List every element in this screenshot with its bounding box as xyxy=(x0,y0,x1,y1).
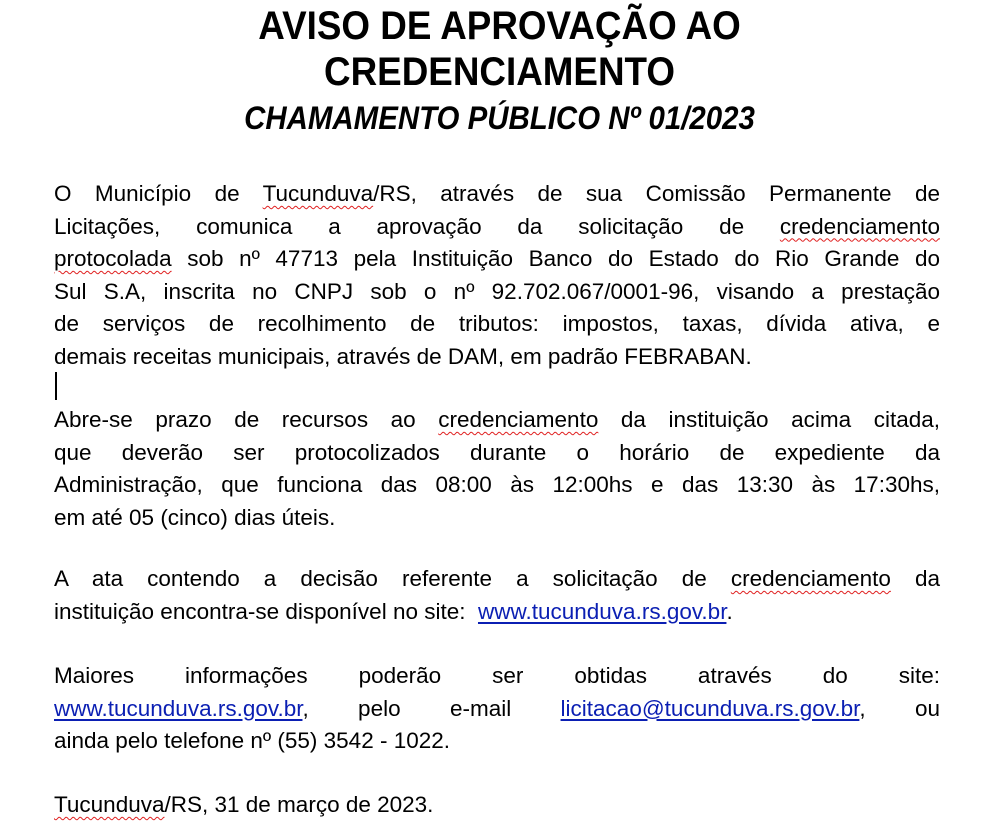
text: da instituição acima citada, xyxy=(598,407,940,432)
misspelled-word: protocolada xyxy=(54,246,172,271)
email-link[interactable]: licitacao@tucunduva.rs.gov.br xyxy=(560,695,860,721)
paragraph-more-info xyxy=(54,660,940,758)
text: A ata contendo a decisão referente a solicitação de xyxy=(54,566,731,591)
paragraph-appeal-period xyxy=(54,404,940,534)
document-subtitle: CHAMAMENTO PÚBLICO Nº 01/2023 xyxy=(244,100,755,136)
document-title-line2: CREDENCIAMENTO xyxy=(323,50,675,94)
text: em até 05 (cinco) dias úteis. xyxy=(54,504,336,530)
text-cursor xyxy=(55,372,57,400)
text: da xyxy=(890,566,941,591)
misspelled-word: credenciamento xyxy=(730,566,891,591)
text: ainda pelo telefone nº (55) 3542 - 1022. xyxy=(54,728,451,753)
text: de serviços de recolhimento de tributos: impostos, taxas, dívida ativa, e xyxy=(54,311,940,336)
misspelled-word: credenciamento xyxy=(779,213,940,239)
misspelled-word: credenciamento xyxy=(438,407,599,432)
text: /RS, 31 de março de 2023. xyxy=(164,792,434,817)
paragraph-minutes xyxy=(54,563,940,628)
text: , pelo e-mail xyxy=(302,695,561,721)
text: instituição encontra-se disponível no site: xyxy=(54,598,478,624)
website-link[interactable]: www.tucunduva.rs.gov.br xyxy=(477,598,727,624)
text: Sul S.A, inscrita no CNPJ sob o nº 92.702.067/0001-96, visando a prestação xyxy=(54,278,940,304)
text: /RS, através de sua Comissão Permanente de xyxy=(373,181,940,206)
paragraph-approval xyxy=(54,178,940,373)
misspelled-word: Tucunduva xyxy=(54,792,165,817)
text: Abre-se prazo de recursos ao xyxy=(54,407,439,432)
text: , ou xyxy=(859,695,940,721)
text: Administração, que funciona das 08:00 às 12:00hs e das 13:30 às 17:30hs, xyxy=(54,472,940,497)
document-title-line1: AVISO DE APROVAÇÃO AO xyxy=(258,4,741,48)
text: que deverão ser protocolizados durante o horário de expediente da xyxy=(54,439,940,465)
text: sob nº 47713 pela Instituição Banco do Estado do Rio Grande do xyxy=(171,246,940,271)
misspelled-word: Tucunduva xyxy=(262,181,374,206)
closing-date-line xyxy=(54,789,940,822)
text: demais receitas municipais, através de DAM, em padrão FEBRABAN. xyxy=(54,343,752,369)
website-link[interactable]: www.tucunduva.rs.gov.br xyxy=(54,695,303,721)
text: Licitações, comunica a aprovação da solicitação de xyxy=(54,213,780,239)
text: Maiores informações poderão ser obtidas através do site: xyxy=(54,663,940,688)
text: . xyxy=(726,598,733,624)
text: O Município de xyxy=(54,181,263,206)
